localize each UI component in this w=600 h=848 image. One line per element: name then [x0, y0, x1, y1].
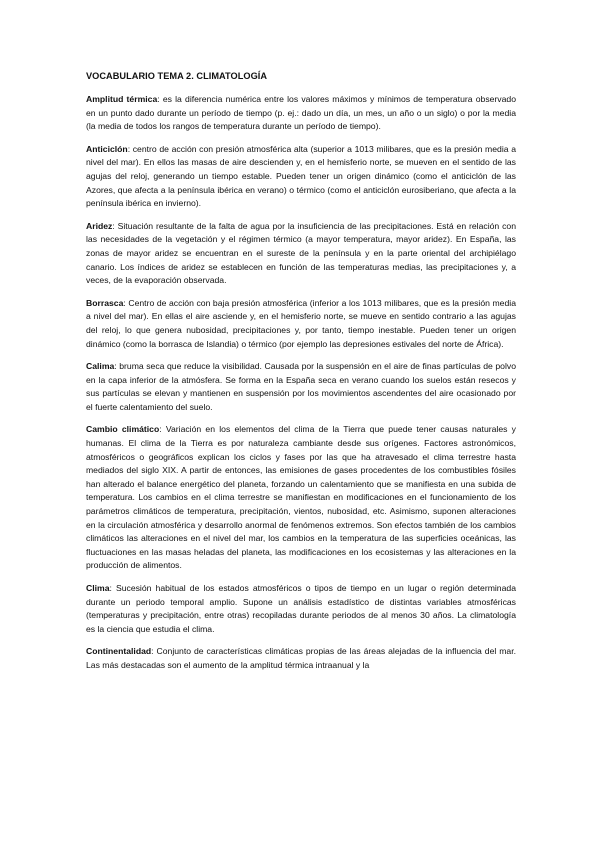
glossary-entry-continentalidad — [86, 645, 516, 672]
glossary-entry-aridez — [86, 220, 516, 288]
entry-term: Amplitud térmica — [86, 94, 158, 104]
glossary-entry-anticiclon — [86, 143, 516, 211]
entry-definition: : Conjunto de características climáticas propias de las áreas alejadas de la influencia del mar. Las más destacadas son el aumento de la amplitud térmica intraanual y la — [86, 646, 516, 670]
glossary-entry-borrasca — [86, 297, 516, 351]
entry-term: Borrasca — [86, 297, 124, 308]
document-page — [86, 70, 516, 682]
entry-term: Calima — [86, 361, 115, 372]
entry-definition: : Situación resultante de la falta de agua por la insuficiencia de las precipitaciones. Está en relación con las necesidades de la vegetación y el régimen térmico (a mayor temperatura, mayor aridez). En España, las zonas de mayor aridez se encuentran en el sureste de la península y en la parte oriental del archipiélago canario. Los índices de aridez se establecen en función de las temperaturas medias, las precipitaciones y, a veces, de la evaporación observada. — [86, 220, 516, 286]
entry-definition: : Centro de acción con baja presión atmosférica (inferior a los 1013 milibares, que es la presión media a nivel del mar). En ellas el aire asciende y, en el hemisferio norte, se mueve en sentido contrario a las agujas del reloj, lo que genera nubosidad, precipitaciones y, por tanto, tiempo inestable. Pueden tener un origen dinámico (como la borrasca de Islandia) o térmico (por ejemplo las depresiones estivales del norte de África). — [86, 297, 516, 349]
entry-term: Continentalidad — [86, 646, 152, 657]
entry-definition: : bruma seca que reduce la visibilidad. Causada por la suspensión en el aire de finas partículas de polvo en la capa inferior de la atmósfera. Se forma en la España seca en verano cuando los suelos están resecos y sus partículas se elevan y mantienen en suspensión por los movimientos ascendentes del aire ocasionado por el fuerte calentamiento del suelo. — [86, 361, 516, 412]
entry-term: Anticiclón — [86, 143, 128, 154]
glossary-entry-calima — [86, 360, 516, 414]
entry-term: Clima — [86, 583, 110, 593]
entry-term: Cambio climático — [86, 424, 160, 435]
entry-definition: : centro de acción con presión atmosférica alta (superior a 1013 milibares, que es la presión media a nivel del mar). En ellos las masas de aire descienden y, en el hemisferio norte, se mueven en el sentido de las agujas del reloj, generando un tiempo estable. Pueden tener un origen dinámico (como el anticiclón de las Azores, que afecta a la península ibérica en verano) o térmico (como el anticiclón eurosiberiano, que afecta a la península ibérica en invierno). — [86, 143, 516, 209]
entry-term: Aridez — [86, 220, 113, 231]
glossary-entry-amplitud-termica — [86, 93, 516, 134]
entry-definition: : es la diferencia numérica entre los valores máximos y mínimos de temperatura observado en un punto dado durante un período de tiempo (p. ej.: dado un día, un mes, un año o un siglo) o por la media (la media de todos los rangos de temperatura durante un período de tiempo). — [86, 94, 517, 132]
glossary-entry-cambio-climatico — [86, 423, 516, 573]
entry-definition: : Variación en los elementos del clima de la Tierra que puede tener causas naturales y humanas. El clima de la Tierra es por naturaleza cambiante desde sus orígenes. Factores astronómicos, atmosféricos o geográficos explican los ciclos y fases por las que ha atravesado el clima terrestre hasta mediados del siglo XIX. A partir de entonces, las emisiones de gases procedentes de los combustibles fósiles han alterado el balance energético del planeta, forzando un calentamiento que se manifiesta en una subida de temperatura. Los cambios en el clima terrestre se manifiestan en modificaciones en el funcionamiento de los parámetros climáticos de temperatura, precipitación, vientos, nubosidad, etc. Asimismo, suponen alteraciones en la circulación atmosférica y desarrollo anormal de fenómenos extremos. Son efectos también de los cambios climáticos las alteraciones en el nivel del mar, los cambios en la temperatura de las superficies oceánicas, las fluctuaciones en las masas heladas del planeta, las modificaciones en los ecosistemas y las alteraciones en la producción de alimentos. — [86, 424, 516, 571]
entry-definition: : Sucesión habitual de los estados atmosféricos o tipos de tiempo en un lugar o región determinada durante un periodo temporal amplio. Supone un análisis estadístico de distintas variables atmosféricas (temperaturas y precipitación, entre otras) recopiladas durante periodos de al menos 30 años. La climatología es la ciencia que estudia el clima. — [86, 583, 516, 634]
document-title: VOCABULARIO TEMA 2. CLIMATOLOGÍA — [86, 71, 268, 81]
glossary-entry-clima — [86, 582, 516, 636]
